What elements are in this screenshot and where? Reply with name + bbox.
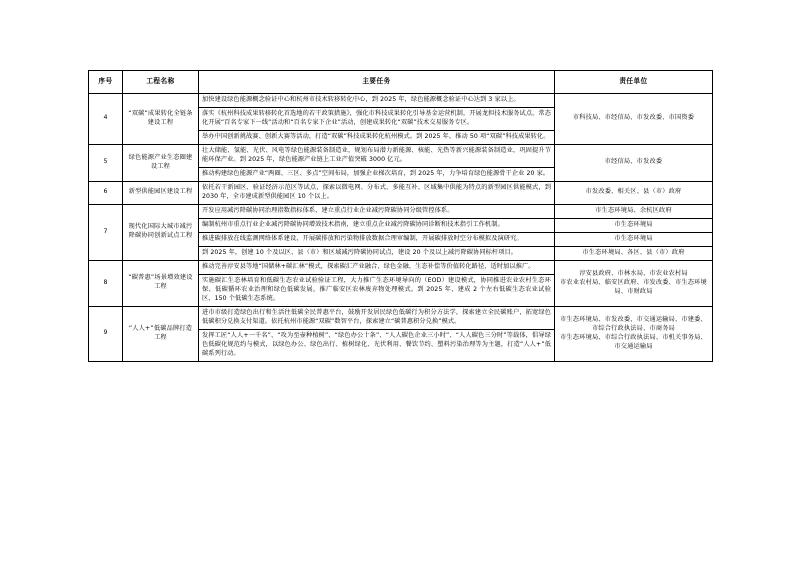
- project-name: 绿色能源产业生态圈建设工程: [123, 144, 199, 181]
- task-text: 依托若干新园区、验证经济示范区等试点，探索以微电网、分布式、多能互补、区域集中供能为特点的新型园区供能模式，到 2030 年，全市建成新型供能园区 10 个以上。: [199, 181, 555, 204]
- task-text: 到 2025 年，创建 10 个及以区、县（市）和区域减污降碳协同试点，建设 20 个及以上减污降碳协同标杆项目。: [199, 246, 555, 260]
- responsible-unit: 市发改委、相关区、县（市）政府: [555, 181, 713, 204]
- column-header-no: 序号: [89, 71, 123, 94]
- task-text: 实施碳汇生态林培育和低碳生态农业试验验证工程，大力推广生态环境导向的（EOD）建设模式，协同推进农业农村生态环保、低碳循环农业治理和绿色低碳发展，推广临安区农林废弃物处理模式。到 2025 年，建成 2 个左右低碳生态农业试验区、150 个低碳生态系统。: [199, 274, 555, 306]
- task-text: 壮大储能、氢能、光伏、风电等绿色能源装备制造业，规划布局潜力新能源、核能、光热等新兴能源装备制造业，巩固提升节能环保产业。到 2025 年，绿色能源产业链上工业产值突破 3000 亿元。: [199, 144, 555, 167]
- row-number: 6: [89, 181, 123, 204]
- responsible-unit: 淳安县政府、市林水局、市农业农村局 市农业农村局、临安区政府、市发改委、市生态环境局、市财政局: [555, 260, 713, 306]
- table-row: [89, 144, 713, 167]
- responsible-unit: 市生态环境局: [555, 218, 713, 232]
- table-row: [89, 94, 713, 108]
- column-header-unit: 责任单位: [555, 71, 713, 94]
- project-name: “双碳”成果转化全链条建设工程: [123, 94, 199, 145]
- row-number: 7: [89, 204, 123, 260]
- task-text: 举办中国创新挑战赛、创新大赛等活动，打造“双碳”科技成果转化杭州模式。到 2025 年，推动 50 项“双碳”科技成果转化。: [199, 130, 555, 144]
- column-header-task: 主要任务: [199, 71, 555, 94]
- row-number: 8: [89, 260, 123, 306]
- column-header-name: 工程名称: [123, 71, 199, 94]
- responsible-unit: 市生态环境局、各区、县（市）政府: [555, 246, 713, 260]
- row-number: 4: [89, 94, 123, 145]
- task-text: 加快建设绿色能源概念验证中心和杭州市技术转移转化中心，到 2025 年，绿色能源概念验证中心达到 3 家以上。: [199, 94, 555, 108]
- project-name: 新型供能园区建设工程: [123, 181, 199, 204]
- work-plan-table: [88, 70, 713, 362]
- task-text: 发挥工匠“人人+一千名”、“攻为至壶种植树”、“绿色办公十条”、“人人碳色企业三小时”、“人人碳色三分时”等载体，倡导绿色低碳化规范约与模式，以绿色办公、绿色出行、植树绿化、光伏利用、餐饮节约、塑料污染治理等为主题，打造“人人+”低碳系列行动。: [199, 329, 555, 361]
- table-row: [89, 306, 713, 329]
- table-row: [89, 204, 713, 218]
- task-text: 推动构建绿色能源产业“两圈、三区、多点”空间布局，加强企业梯次培育，到 2025 年，力争培育绿色能源骨干企业 20 家。: [199, 167, 555, 181]
- task-text: 编制杭州市重点行业企业减污降碳协同增效技术指南，建立重点企业减污降碳协同诊断和技术指引工作机制。: [199, 218, 555, 232]
- responsible-unit: 市生态环境局: [555, 232, 713, 246]
- project-name: “碳普惠”场景增效建设工程: [123, 260, 199, 306]
- table-container: [88, 70, 712, 362]
- responsible-unit: 市生态环境局、市发改委、市交通运输局、市建委、市综合行政执法局、市商务局 市生态环境局、市综合行政执法局、市机关事务局、市交通运输局: [555, 306, 713, 361]
- responsible-unit: 市生态环境局、余杭区政府: [555, 204, 713, 218]
- task-text: 落实《杭州科技成果转移转化首选地的若干政策措施》，强化市科技成果转化引导基金运营机制，开展龙担技术服务试点。常态化开展“百名专家下一线”活动和“百名专家下企业”活动，创建成果转化“双碳”技术交易服务专区。: [199, 107, 555, 130]
- row-number: 5: [89, 144, 123, 181]
- task-text: 进市市级打造绿色出行和生活往低碳全民普惠平台，鼓励开发居民绿色低碳行为积分方法学，探索建立全民碳账户，拓宽绿色低碳积分兑换支付渠道。依托杭州市能源“双碳”数智平台，探索建立“碳普惠积分兑换”模式。: [199, 306, 555, 329]
- task-text: 开发应用减污降碳协同治理指数指标体系，建立重点行业企业减污降碳协同分级管控体系。: [199, 204, 555, 218]
- project-name: “人人+”低碳品牌打造工程: [123, 306, 199, 361]
- task-text: 推动完善淳安县等地“国储林+碳汇林”模式，探索碳汇产业融合、绿色金融、生态补偿等价值转化路径，适时加以推广。: [199, 260, 555, 274]
- responsible-unit: 市经信局、市发改委: [555, 144, 713, 181]
- responsible-unit: 市科技局、市经信局、市发改委、市国资委: [555, 94, 713, 145]
- table-row: [89, 181, 713, 204]
- project-name: 现代化国际大城市减污降碳协同创新试点工程: [123, 204, 199, 260]
- table-header-row: [89, 71, 713, 94]
- row-number: 9: [89, 306, 123, 361]
- table-row: [89, 260, 713, 274]
- task-text: 推进碳排放在线监测网络体系建设，开展碳排放和污染物排放数据合理审编制，开展碳排放时空分布模拟及演研究。: [199, 232, 555, 246]
